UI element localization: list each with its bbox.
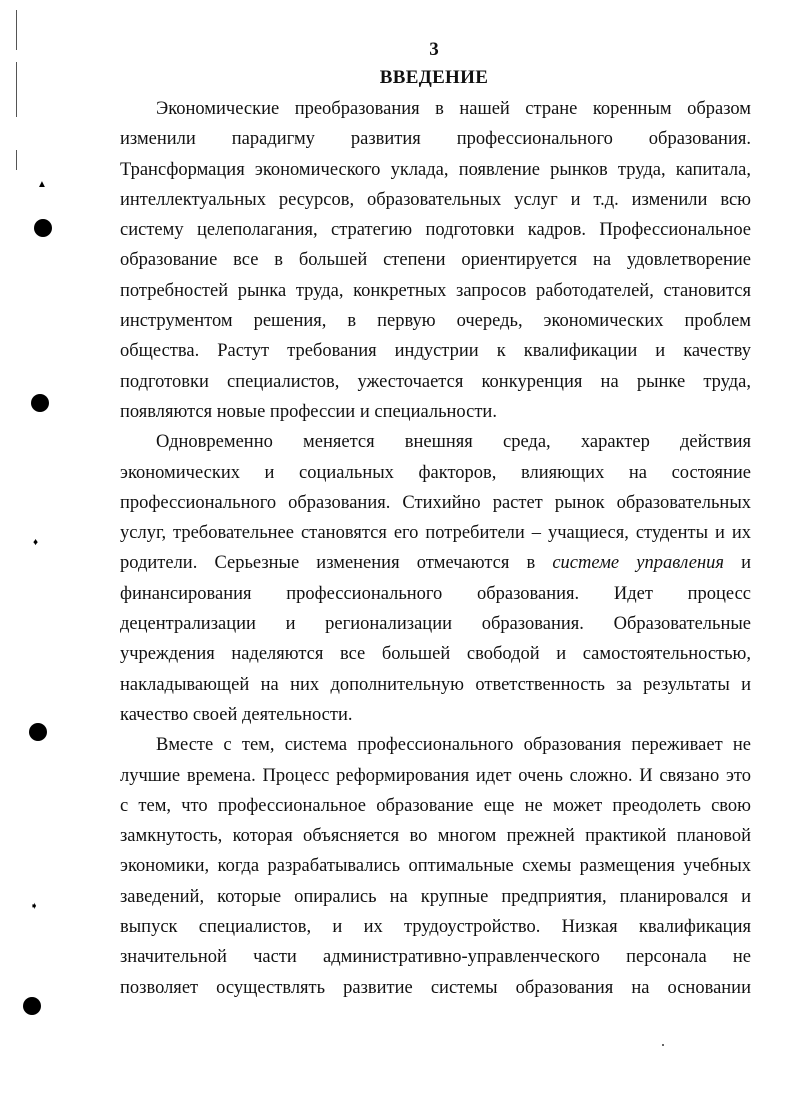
text-line: экономики, когда разрабатывались оптимальные схемы размещения учебных — [120, 856, 751, 877]
text-line: изменили парадигму развития профессионального образования. — [120, 129, 751, 150]
text-line: появляются новые профессии и специальности. — [120, 401, 497, 422]
text-line: позволяет осуществлять развитие системы образования на основании — [120, 977, 751, 998]
paragraph-1 — [120, 94, 751, 427]
punch-hole — [23, 997, 41, 1015]
text-line: систему целеполагания, стратегию подготовки кадров. Профессиональное — [120, 220, 751, 241]
text-line: заведений, которые опирались на крупные предприятия, планировался и — [120, 886, 751, 907]
text-line: децентрализации и регионализации образования. Образовательные — [120, 614, 751, 635]
text-line: качество своей деятельности. — [120, 704, 353, 725]
punch-hole — [34, 219, 52, 237]
text-line: с тем, что профессиональное образование еще не может преодолеть свою — [120, 795, 751, 816]
text-line: подготовки специалистов, ужесточается конкуренция на рынке труда, — [120, 371, 751, 392]
punch-hole — [29, 723, 47, 741]
text-line: Вместе с тем, система профессионального образования переживает не — [156, 735, 751, 756]
text-line: Экономические преобразования в нашей стране коренным образом — [156, 99, 751, 119]
text-line: накладывающей на них дополнительную ответственность за результаты и — [120, 674, 751, 695]
margin-mark: ♦ — [33, 537, 39, 548]
text-line: лучшие времена. Процесс реформирования идет очень сложно. И связано это — [120, 765, 751, 786]
text-line: Трансформация экономического уклада, появление рынков труда, капитала, — [120, 159, 751, 180]
punch-hole — [31, 394, 49, 412]
binding-line — [16, 10, 17, 50]
text-line: Одновременно меняется внешняя среда, характер действия — [156, 432, 751, 453]
paragraph-2 — [120, 427, 751, 730]
text-line: выпуск специалистов, и их трудоустройство. Низкая квалификация — [120, 917, 751, 938]
line-text: и — [741, 553, 752, 574]
text-line: финансирования профессионального образования. Идет процесс — [120, 583, 751, 604]
text-line: услуг, требовательнее становятся его потребители – учащиеся, студенты и их — [120, 523, 751, 544]
body-text — [120, 94, 751, 1003]
page-number: 3 — [429, 39, 439, 60]
italic-term: системе управления — [552, 553, 724, 574]
line-text: родители. Серьезные изменения отмечаются в — [120, 553, 536, 574]
text-line: замкнутость, которая объясняется во многом прежней практикой плановой — [120, 826, 751, 847]
section-heading: ВВЕДЕНИЕ — [379, 67, 489, 88]
text-line: потребностей рынка труда, конкретных запросов работодателей, становится — [120, 280, 751, 301]
margin-mark: ▲ — [37, 179, 47, 190]
text-line: профессионального образования. Стихийно растет рынок образовательных — [120, 492, 751, 513]
text-line: образование все в большей степени ориентируется на удовлетворение — [120, 250, 751, 271]
text-line: общества. Растут требования индустрии к квалификации и качеству — [120, 341, 751, 362]
binding-line — [16, 62, 17, 117]
text-line — [120, 548, 751, 578]
text-line: значительной части административно-управленческого персонала не — [120, 947, 751, 968]
paragraph-3 — [120, 730, 751, 1003]
margin-mark: ➧ — [30, 901, 39, 912]
text-line: инструментом решения, в первую очередь, экономических проблем — [120, 311, 751, 332]
text-line: интеллектуальных ресурсов, образовательных услуг и т.д. изменили всю — [120, 189, 751, 210]
text-line: экономических и социальных факторов, влияющих на состояние — [120, 462, 751, 483]
binding-line — [16, 150, 17, 170]
scan-speck — [662, 1044, 664, 1046]
text-line: учреждения наделяются все большей свободой и самостоятельностью, — [120, 644, 751, 665]
